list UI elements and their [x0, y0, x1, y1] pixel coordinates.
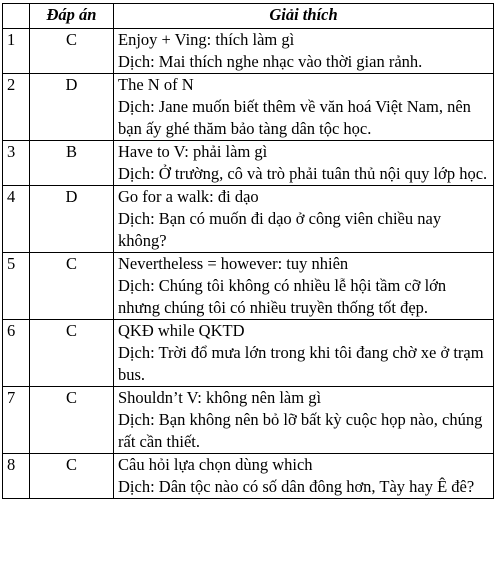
row-number: 2 — [3, 74, 30, 141]
translation: Dịch: Mai thích nghe nhạc vào thời gian rảnh. — [118, 52, 423, 71]
row-number: 3 — [3, 141, 30, 186]
grammar-rule: Go for a walk: đi dạo — [118, 187, 259, 206]
table-row — [3, 320, 494, 387]
table-header-row — [3, 4, 494, 29]
grammar-rule: Nevertheless = however: tuy nhiên — [118, 254, 349, 273]
row-explanation — [114, 454, 494, 499]
translation: Dịch: Trời đổ mưa lớn trong khi tôi đang chờ xe ở trạm bus. — [118, 343, 484, 384]
row-answer: D — [30, 74, 114, 141]
row-number: 4 — [3, 186, 30, 253]
table-row — [3, 454, 494, 499]
grammar-rule: QKĐ while QKTD — [118, 321, 245, 340]
translation: Dịch: Jane muốn biết thêm về văn hoá Việt Nam, nên bạn ấy ghé thăm bảo tàng dân tộc học. — [118, 97, 471, 138]
translation: Dịch: Bạn có muốn đi dạo ở công viên chiều nay không? — [118, 209, 442, 250]
translation: Dịch: Chúng tôi không có nhiều lễ hội tầm cỡ lớn nhưng chúng tôi có nhiều truyền thống tốt đẹp. — [118, 276, 447, 317]
header-number — [3, 4, 30, 29]
grammar-rule: Shouldn’t V: không nên làm gì — [118, 388, 322, 407]
row-number: 7 — [3, 387, 30, 454]
row-explanation — [114, 186, 494, 253]
table-row — [3, 141, 494, 186]
row-explanation — [114, 141, 494, 186]
answer-key-table — [2, 3, 494, 499]
row-explanation — [114, 320, 494, 387]
row-explanation — [114, 387, 494, 454]
row-number: 5 — [3, 253, 30, 320]
row-answer: D — [30, 186, 114, 253]
table-row — [3, 253, 494, 320]
header-answer: Đáp án — [30, 4, 114, 29]
row-explanation — [114, 29, 494, 74]
grammar-rule: The N of N — [118, 75, 194, 94]
row-answer: B — [30, 141, 114, 186]
table-row — [3, 74, 494, 141]
translation: Dịch: Dân tộc nào có số dân đông hơn, Tày hay Ê đê? — [118, 477, 475, 496]
row-number: 6 — [3, 320, 30, 387]
row-answer: C — [30, 320, 114, 387]
grammar-rule: Enjoy + Ving: thích làm gì — [118, 30, 295, 49]
row-answer: C — [30, 387, 114, 454]
row-explanation — [114, 253, 494, 320]
table-row — [3, 387, 494, 454]
row-explanation — [114, 74, 494, 141]
grammar-rule: Câu hỏi lựa chọn dùng which — [118, 455, 313, 474]
grammar-rule: Have to V: phải làm gì — [118, 142, 268, 161]
row-number: 1 — [3, 29, 30, 74]
table-row — [3, 29, 494, 74]
row-answer: C — [30, 29, 114, 74]
row-number: 8 — [3, 454, 30, 499]
translation: Dịch: Bạn không nên bỏ lỡ bất kỳ cuộc họp nào, chúng rất cần thiết. — [118, 410, 483, 451]
row-answer: C — [30, 454, 114, 499]
table-row — [3, 186, 494, 253]
row-answer: C — [30, 253, 114, 320]
translation: Dịch: Ở trường, cô và trò phải tuân thủ nội quy lớp học. — [118, 164, 488, 183]
header-explanation: Giải thích — [114, 4, 494, 29]
